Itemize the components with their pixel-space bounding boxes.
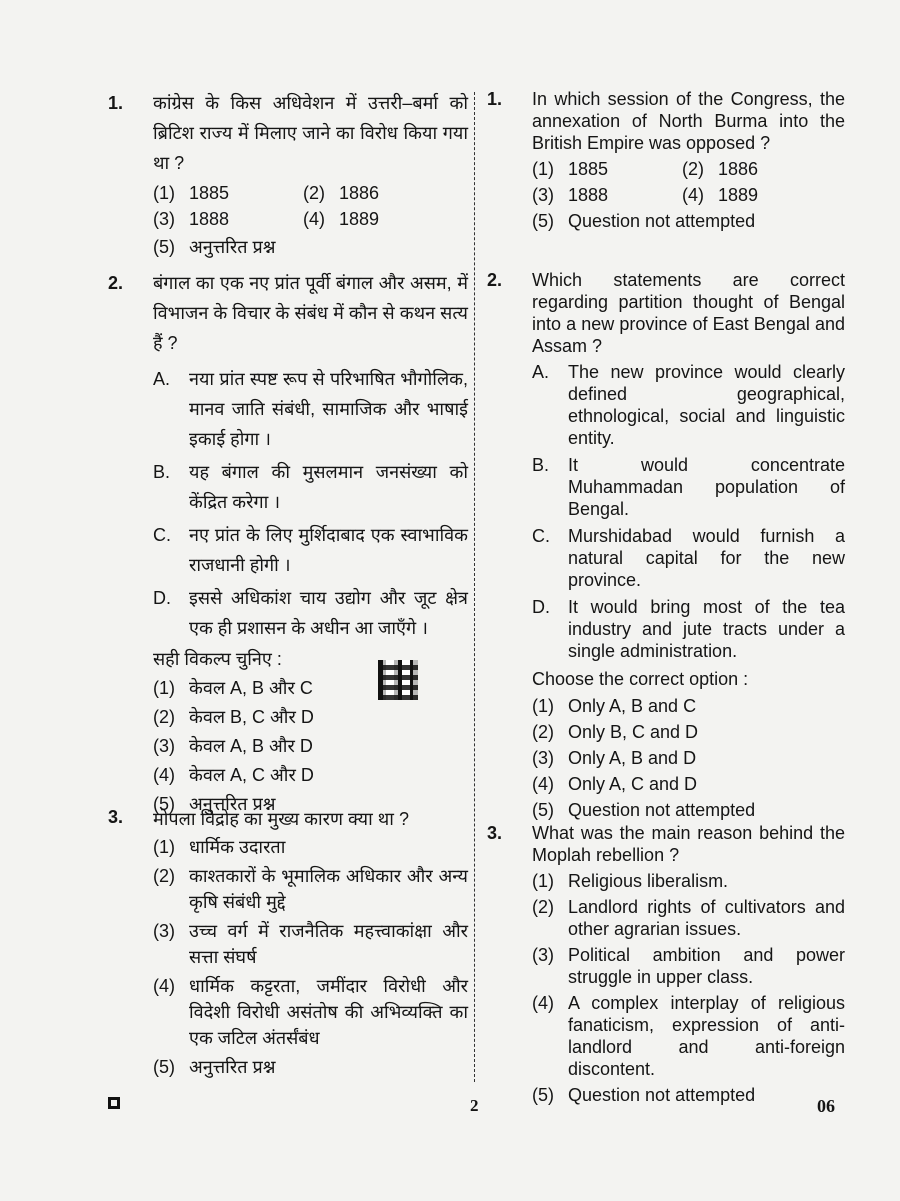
- question-text: What was the main reason behind the Moplah rebellion ?: [532, 823, 845, 865]
- option-5: (5) Question not attempted: [532, 211, 756, 231]
- option-4: (4) Only A, C and D: [532, 774, 698, 794]
- option-2: (2) Only B, C and D: [532, 722, 699, 742]
- question-text: Which statements are correct regarding partition thought of Bengal into a new province of East Bengal and Assam ?: [532, 270, 845, 356]
- page-number: 2: [470, 1096, 479, 1115]
- option-2: (2) काश्तकारों के भूमालिक अधिकार और अन्य कृषि संबंधी मुद्दे: [153, 866, 468, 912]
- option-5: (5) Question not attempted: [532, 1085, 756, 1105]
- statement-b: B. यह बंगाल की मुसलमान जनसंख्या को केंद्रित करेगा ।: [153, 462, 468, 512]
- statement-b: B. It would concentrate Muhammadan population of Bengal.: [532, 455, 845, 519]
- question-3-english: [487, 822, 845, 1110]
- datamatrix-code-icon: [378, 660, 418, 700]
- option-4: (4) केवल A, C और D: [153, 765, 314, 785]
- column-divider: [474, 92, 475, 1082]
- option-1: (1) 1885: [532, 159, 609, 179]
- statement-c: C. Murshidabad would furnish a natural capital for the new province.: [532, 526, 845, 590]
- option-5: (5) अनुत्तरित प्रश्न: [153, 794, 276, 814]
- option-3: (3) उच्च वर्ग में राजनैतिक महत्त्वाकांक्षा और सत्ता संघर्ष: [153, 921, 468, 967]
- statement-a: A. The new province would clearly defined geographical, ethnological, social and linguistic entity.: [532, 362, 845, 448]
- option-4: (4) A complex interplay of religious fanaticism, expression of anti-landlord and anti-foreign discontent.: [532, 993, 845, 1079]
- square-marker-icon: [108, 1097, 120, 1109]
- option-2: (2) 1886: [682, 159, 759, 179]
- statement-a: A. नया प्रांत स्पष्ट रूप से परिभाषित भौगोलिक, मानव जाति संबंधी, सामाजिक और भाषाई इकाई होगा ।: [153, 369, 468, 449]
- option-grid: [153, 182, 468, 230]
- option-2: (2) Landlord rights of cultivators and other agrarian issues.: [532, 897, 845, 939]
- option-2: (2) केवल B, C और D: [153, 707, 314, 727]
- option-5: (5) अनुत्तरित प्रश्न: [153, 1057, 276, 1077]
- question-number: 3.: [108, 807, 124, 827]
- option-3: (3) 1888: [532, 185, 609, 205]
- option-1: (1) Only A, B and C: [532, 696, 697, 716]
- option-4: (4) 1889: [682, 185, 759, 205]
- question-number: 2.: [108, 273, 124, 293]
- option-1: (1) केवल A, B और C: [153, 678, 313, 698]
- question-text: In which session of the Congress, the annexation of North Burma into the British Empire was opposed ?: [532, 89, 845, 153]
- option-1: (1) 1885: [153, 183, 230, 203]
- option-5: (5) अनुत्तरित प्रश्न: [153, 237, 276, 257]
- question-text: मोपला विद्रोह का मुख्य कारण क्या था ?: [153, 809, 409, 829]
- question-2-english: [487, 269, 845, 825]
- option-3: (3) Only A, B and D: [532, 748, 697, 768]
- option-3: (3) 1888: [153, 209, 230, 229]
- question-1-hindi: [108, 88, 468, 263]
- question-text: कांग्रेस के किस अधिवेशन में उत्तरी–बर्मा को ब्रिटिश राज्य में मिलाए जाने का विरोध किया गया था ?: [153, 93, 468, 173]
- statement-c: C. नए प्रांत के लिए मुर्शिदाबाद एक स्वाभाविक राजधानी होगी ।: [153, 525, 468, 575]
- question-number: 1.: [108, 93, 124, 113]
- option-1: (1) धार्मिक उदारता: [153, 837, 286, 857]
- option-1: (1) Religious liberalism.: [532, 871, 729, 891]
- statement-d: D. इससे अधिकांश चाय उद्योग और जूट क्षेत्र एक ही प्रशासन के अधीन आ जाएँगे ।: [153, 588, 468, 638]
- option-5: (5) Question not attempted: [532, 800, 756, 820]
- option-2: (2) 1886: [303, 183, 380, 203]
- choose-instruction: Choose the correct option :: [532, 669, 749, 689]
- question-2-hindi: [108, 268, 468, 820]
- question-number: 3.: [487, 823, 503, 843]
- question-number: 1.: [487, 89, 503, 109]
- statement-d: D. It would bring most of the tea industry and jute tracts under a single administration.: [532, 597, 845, 661]
- option-4: (4) 1889: [303, 209, 380, 229]
- option-3: (3) Political ambition and power struggle in upper class.: [532, 945, 845, 987]
- option-grid: [532, 158, 845, 206]
- booklet-code: 06: [817, 1096, 835, 1116]
- question-1-english: [487, 88, 845, 236]
- question-text: बंगाल का एक नए प्रांत पूर्वी बंगाल और असम, में विभाजन के विचार के संबंध में कौन से कथन सत्य हैं ?: [153, 273, 468, 353]
- option-4: (4) धार्मिक कट्टरता, जमींदार विरोधी और विदेशी विरोधी असंतोष की अभिव्यक्ति का एक जटिल अंतर्संबंध: [153, 976, 468, 1048]
- choose-instruction: सही विकल्प चुनिए :: [153, 649, 282, 669]
- option-3: (3) केवल A, B और D: [153, 736, 313, 756]
- question-3-hindi: [108, 804, 468, 1083]
- question-number: 2.: [487, 270, 503, 290]
